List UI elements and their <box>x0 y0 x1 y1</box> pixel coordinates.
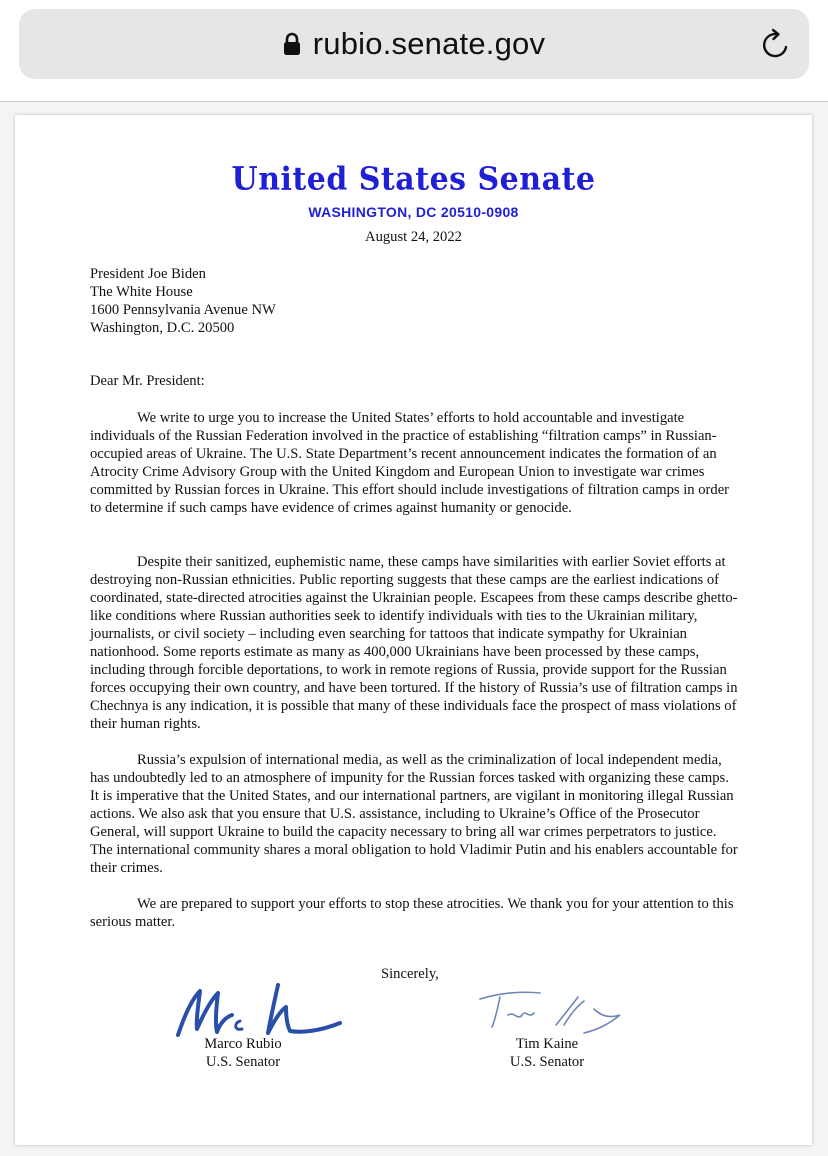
signatory-title: U.S. Senator <box>509 1054 585 1070</box>
recipient-line: President Joe Biden <box>90 266 206 282</box>
lock-icon <box>283 32 301 56</box>
signatory-kaine <box>492 1035 602 1071</box>
letter-date: August 24, 2022 <box>365 229 462 245</box>
browser-toolbar <box>0 0 828 102</box>
body-paragraph: Russia’s expulsion of international media, as well as the criminalization of local independent media, has undoubtedly led to an atmosphere of impunity for the Russian forces tasked with organizing these camps. It is imperative that the United States, and our international partners, are vigilant in monitoring illegal Russian actions. We also ask that you ensure that U.S. assistance, including to Ukraine’s Office of the Prosecutor General, will support Ukraine to build the capacity necessary to bring all war crimes perpetrators to justice. The international community shares a moral obligation to hold Vladimir Putin and his enablers accountable for their crimes. <box>90 752 738 876</box>
address-bar-content <box>19 9 809 79</box>
address-bar[interactable] <box>19 9 809 79</box>
signatory-name: Tim Kaine <box>515 1036 579 1052</box>
reload-icon[interactable] <box>759 28 793 62</box>
recipient-line: Washington, D.C. 20500 <box>90 320 235 336</box>
salutation: Dear Mr. President: <box>90 373 205 389</box>
closing: Sincerely, <box>381 966 439 982</box>
letter-page <box>15 115 812 1145</box>
body-paragraph: Despite their sanitized, euphemistic name, these camps have similarities with earlier Soviet efforts at destroying non-Russian ethnicities. Public reporting suggests that these camps are the earliest indications of coordinated, state-directed atrocities against the Ukrainian people. Escapees from these camps describe ghetto-like conditions where Russian authorities seek to identify individuals with ties to the Ukrainian military, journalists, or civil society – including even searching for tattoos that indicate sympathy for Ukrainian nationhood. Some reports estimate as many as 400,000 Ukrainians have been processed by these camps, including through forcible deportations, to work in remote regions of Russia, provide support for the Russian forces occupying their own country, and have been tortured. If the history of Russia’s use of filtration camps in Chechnya is any indication, it is possible that many of these individuals face the prospect of mass violations of their human rights. <box>90 554 738 732</box>
letter-content <box>15 115 812 1145</box>
recipient-address <box>90 265 276 337</box>
signatory-name: Marco Rubio <box>204 1036 282 1052</box>
letterhead-address: WASHINGTON, DC 20510-0908 <box>308 204 519 220</box>
body-paragraph: We write to urge you to increase the United States’ efforts to hold accountable and investigate individuals of the Russian Federation involved in the practice of establishing “filtration camps” in Russian-occupied areas of Ukraine. The U.S. State Department’s recent announcement indicates the formation of an Atrocity Crime Advisory Group with the United Kingdom and European Union to investigate war crimes committed by Russian forces in Ukraine. This effort should include investigations of filtration camps in order to determine if such camps have evidence of crimes against humanity or genocide. <box>90 410 730 516</box>
url-text[interactable]: rubio.senate.gov <box>312 26 546 61</box>
body-paragraph: We are prepared to support your efforts to stop these atrocities. We thank you for your attention to this serious matter. <box>90 896 734 930</box>
letterhead <box>15 162 812 197</box>
signatory-title: U.S. Senator <box>205 1054 281 1070</box>
recipient-line: The White House <box>90 284 193 300</box>
recipient-line: 1600 Pennsylvania Avenue NW <box>90 302 276 318</box>
signatory-rubio <box>185 1035 301 1071</box>
letterhead-title: United States Senate <box>231 161 596 198</box>
